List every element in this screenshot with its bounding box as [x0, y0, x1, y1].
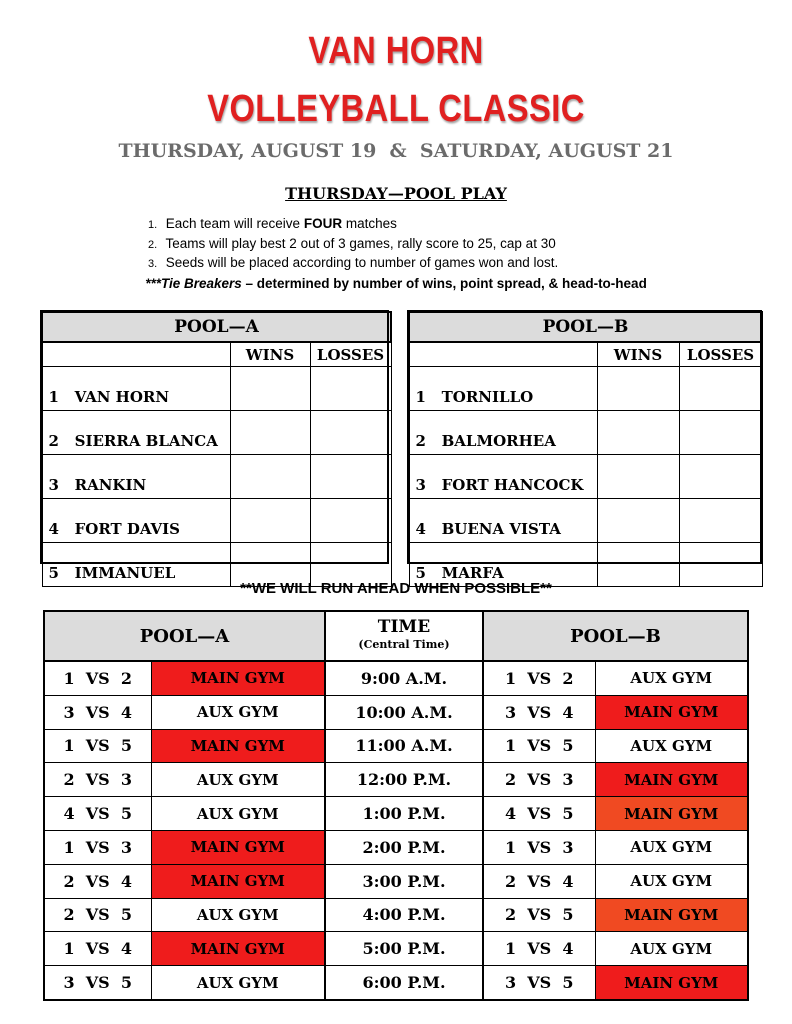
team-name: 4 BUENA VISTA [409, 499, 597, 543]
losses-cell[interactable] [679, 455, 762, 499]
team-row [409, 499, 762, 543]
schedule-rows [44, 661, 748, 1000]
rule-emphasis: FOUR [303, 216, 343, 231]
schedule-row [44, 695, 748, 729]
tie-breakers-note [0, 276, 792, 291]
rule-number: 2. [148, 238, 158, 251]
b-match-cell: 3 VS 5 [483, 966, 595, 1000]
a-match-cell: 3 VS 5 [44, 966, 151, 1000]
blank-header [42, 342, 230, 367]
a-match-cell: 1 VS 4 [44, 932, 151, 966]
a-match-cell: 2 VS 4 [44, 864, 151, 898]
wins-cell[interactable] [230, 499, 310, 543]
a-gym-cell: MAIN GYM [151, 932, 325, 966]
team-row [409, 411, 762, 455]
a-gym-cell: MAIN GYM [151, 830, 325, 864]
losses-cell[interactable] [310, 367, 391, 411]
a-match-cell: 1 VS 5 [44, 729, 151, 763]
losses-cell[interactable] [679, 367, 762, 411]
b-match-cell: 2 VS 4 [483, 864, 595, 898]
a-match-cell: 1 VS 3 [44, 830, 151, 864]
a-gym-cell: AUX GYM [151, 966, 325, 1000]
time-cell: 12:00 P.M. [325, 763, 483, 797]
wins-cell[interactable] [230, 367, 310, 411]
time-cell: 6:00 P.M. [325, 966, 483, 1000]
schedule-row [44, 763, 748, 797]
time-cell: 1:00 P.M. [325, 797, 483, 831]
a-gym-cell: AUX GYM [151, 797, 325, 831]
a-gym-cell: MAIN GYM [151, 661, 325, 695]
team-name: 1 VAN HORN [42, 367, 230, 411]
b-gym-cell: AUX GYM [595, 830, 748, 864]
team-row [409, 367, 762, 411]
pool-a-standings [41, 311, 392, 587]
rule-number: 1. [148, 219, 158, 231]
team-row [42, 367, 391, 411]
pool-a-title: POOL—A [42, 312, 391, 342]
team-name: 5 IMMANUEL [42, 543, 230, 587]
b-match-cell: 2 VS 5 [483, 898, 595, 932]
wins-cell[interactable] [597, 499, 679, 543]
run-ahead-notice: **WE WILL RUN AHEAD WHEN POSSIBLE** [240, 580, 552, 597]
event-title-line2: VOLLEYBALL CLASSIC [207, 88, 585, 130]
blank-header [409, 342, 597, 367]
wins-header: WINS [597, 342, 679, 367]
b-match-cell: 1 VS 5 [483, 729, 595, 763]
b-match-cell: 4 VS 5 [483, 797, 595, 831]
b-gym-cell: AUX GYM [595, 729, 748, 763]
time-cell: 4:00 P.M. [325, 898, 483, 932]
losses-header: LOSSES [310, 342, 391, 367]
time-cell: 10:00 A.M. [325, 695, 483, 729]
rule-item [148, 235, 558, 255]
b-match-cell: 1 VS 3 [483, 830, 595, 864]
team-name: 2 SIERRA BLANCA [42, 411, 230, 455]
losses-cell[interactable] [310, 411, 391, 455]
wins-cell[interactable] [597, 367, 679, 411]
rule-item [148, 254, 558, 274]
event-dates: THURSDAY, AUGUST 19 & SATURDAY, AUGUST 21 [118, 140, 674, 162]
time-cell: 11:00 A.M. [325, 729, 483, 763]
b-match-cell: 1 VS 4 [483, 932, 595, 966]
b-gym-cell: AUX GYM [595, 661, 748, 695]
wins-cell[interactable] [597, 455, 679, 499]
team-name: 2 BALMORHEA [409, 411, 597, 455]
pool-b-standings [408, 311, 763, 587]
pool-a-rows [42, 367, 391, 587]
wins-header: WINS [230, 342, 310, 367]
wins-cell[interactable] [230, 411, 310, 455]
wins-cell[interactable] [230, 455, 310, 499]
team-row [42, 411, 391, 455]
team-name: 3 RANKIN [42, 455, 230, 499]
schedule-row [44, 830, 748, 864]
time-cell: 3:00 P.M. [325, 864, 483, 898]
schedule-row [44, 864, 748, 898]
team-name: 5 MARFA [409, 543, 597, 587]
time-header-label: TIME [377, 617, 431, 637]
a-gym-cell: MAIN GYM [151, 729, 325, 763]
team-name: 1 TORNILLO [409, 367, 597, 411]
team-name: 3 FORT HANCOCK [409, 455, 597, 499]
tie-breakers-label: ***Tie Breakers [145, 276, 242, 291]
losses-cell[interactable] [310, 455, 391, 499]
rule-text: Teams will play best 2 out of 3 games, rally score to 25, cap at 30 [165, 235, 556, 251]
rule-text: Seeds will be placed according to number of games won and lost. [165, 255, 559, 270]
b-match-cell: 1 VS 2 [483, 661, 595, 695]
time-cell: 5:00 P.M. [325, 932, 483, 966]
a-gym-cell: AUX GYM [151, 898, 325, 932]
pool-b-title: POOL—B [409, 312, 762, 342]
a-gym-cell: AUX GYM [151, 695, 325, 729]
losses-cell[interactable] [679, 499, 762, 543]
b-gym-cell: AUX GYM [595, 932, 748, 966]
schedule-row [44, 661, 748, 695]
a-match-cell: 2 VS 5 [44, 898, 151, 932]
time-zone-label: (Central Time) [358, 638, 450, 651]
match-schedule [43, 610, 749, 1001]
a-gym-cell: MAIN GYM [151, 864, 325, 898]
rule-text-end: matches [342, 216, 397, 231]
losses-header: LOSSES [679, 342, 762, 367]
schedule-pool-b-header: POOL—B [483, 611, 748, 661]
rule-item [148, 215, 558, 235]
team-name: 4 FORT DAVIS [42, 499, 230, 543]
rule-number: 3. [148, 258, 158, 270]
losses-cell[interactable] [679, 411, 762, 455]
schedule-row [44, 932, 748, 966]
team-row [409, 455, 762, 499]
b-gym-cell: MAIN GYM [595, 797, 748, 831]
a-match-cell: 3 VS 4 [44, 695, 151, 729]
pool-b-rows [409, 367, 762, 587]
schedule-row [44, 797, 748, 831]
schedule-row [44, 729, 748, 763]
a-gym-cell: AUX GYM [151, 763, 325, 797]
b-gym-cell: MAIN GYM [595, 763, 748, 797]
rules-list [148, 215, 558, 274]
rule-text: Each team will receive [165, 216, 304, 231]
b-match-cell: 3 VS 4 [483, 695, 595, 729]
a-match-cell: 1 VS 2 [44, 661, 151, 695]
b-match-cell: 2 VS 3 [483, 763, 595, 797]
schedule-row [44, 966, 748, 1000]
pool-play-heading: THURSDAY—POOL PLAY [285, 184, 507, 203]
losses-cell[interactable] [310, 499, 391, 543]
event-title-line1: VAN HORN [308, 30, 484, 72]
schedule-pool-a-header: POOL—A [44, 611, 325, 661]
a-match-cell: 2 VS 3 [44, 763, 151, 797]
team-row [42, 455, 391, 499]
time-cell: 2:00 P.M. [325, 830, 483, 864]
wins-cell[interactable] [597, 411, 679, 455]
team-row [42, 499, 391, 543]
b-gym-cell: MAIN GYM [595, 966, 748, 1000]
b-gym-cell: AUX GYM [595, 864, 748, 898]
schedule-time-header [325, 611, 483, 661]
tie-breakers-text: – determined by number of wins, point spread, & head-to-head [241, 276, 647, 291]
schedule-row [44, 898, 748, 932]
a-match-cell: 4 VS 5 [44, 797, 151, 831]
b-gym-cell: MAIN GYM [595, 695, 748, 729]
time-cell: 9:00 A.M. [325, 661, 483, 695]
b-gym-cell: MAIN GYM [595, 898, 748, 932]
